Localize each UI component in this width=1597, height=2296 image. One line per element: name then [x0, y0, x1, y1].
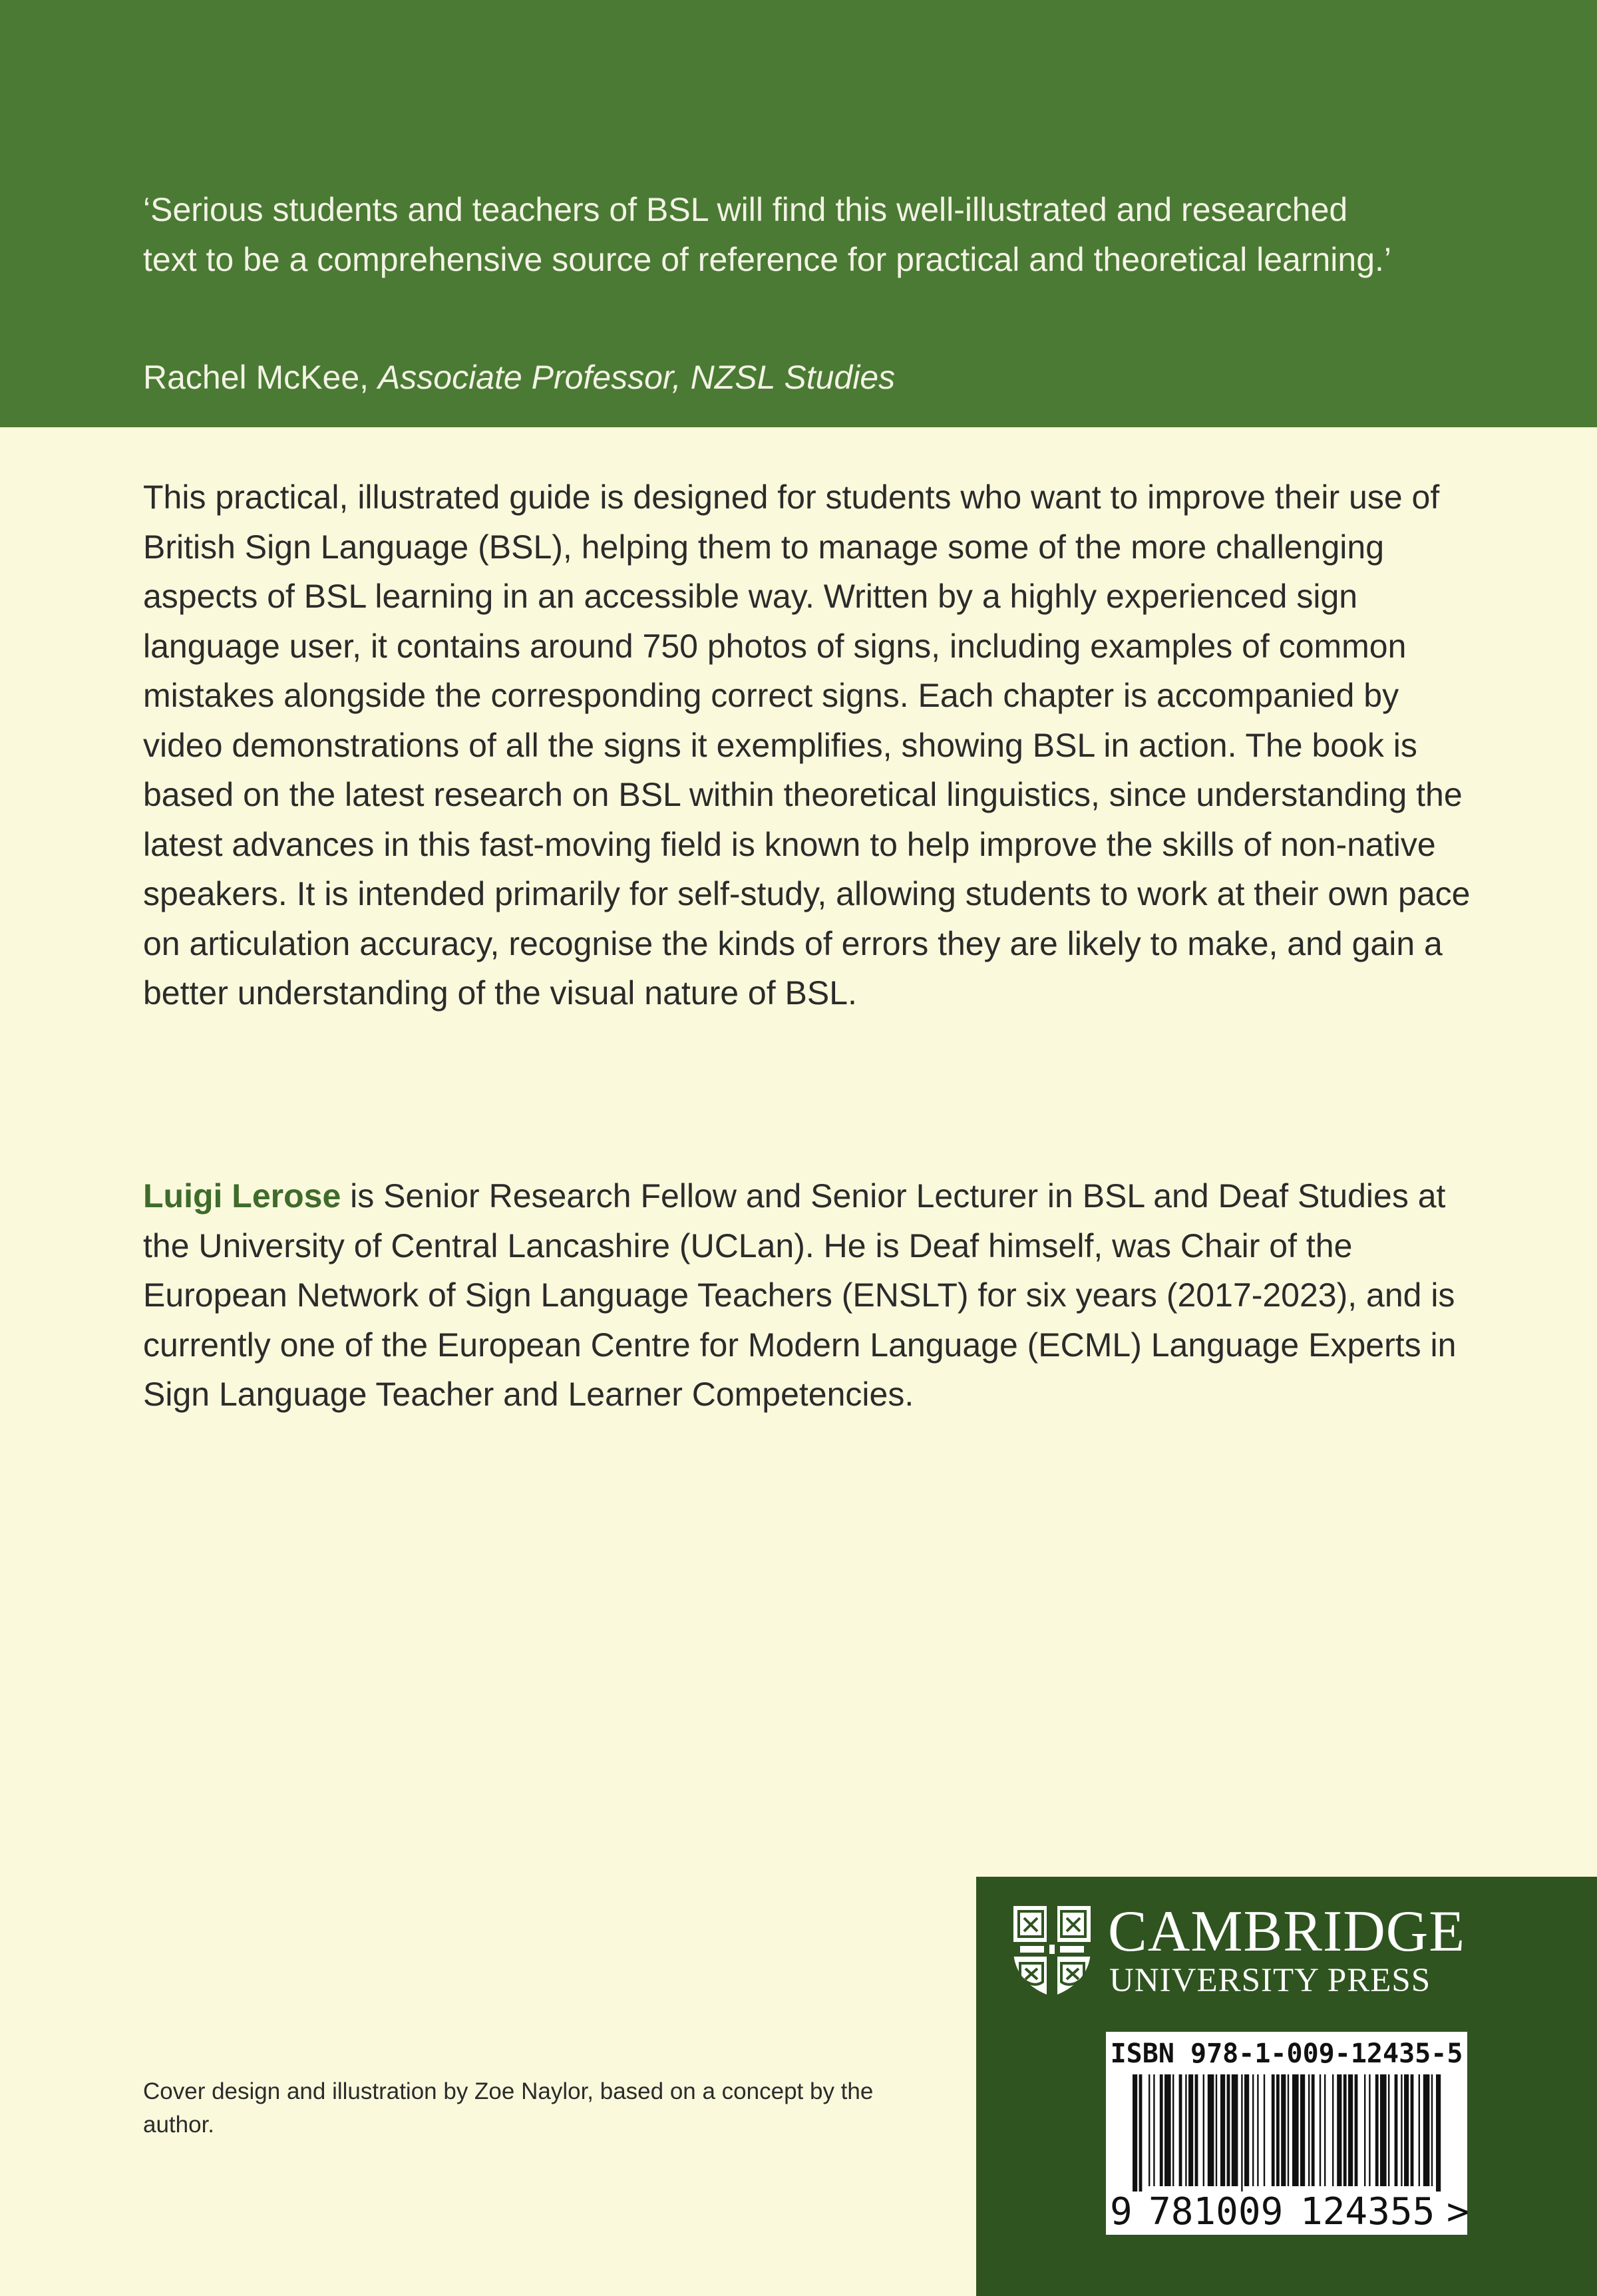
- barcode-bar: [1423, 2074, 1430, 2186]
- isbn-barcode: [1106, 2032, 1467, 2235]
- barcode-bar: [1195, 2074, 1198, 2186]
- review-quote: ‘Serious students and teachers of BSL will find this well-illustrated and researched text to be a comprehensive source of reference for practical and theoretical learning.’: [143, 191, 1392, 278]
- barcode-bar: [1308, 2074, 1310, 2186]
- barcode-bar: [1431, 2074, 1433, 2186]
- barcode-bar: [1257, 2074, 1258, 2186]
- barcode-bar: [1164, 2074, 1171, 2186]
- barcode-bar: [1188, 2074, 1193, 2186]
- barcode-bar: [1288, 2074, 1289, 2186]
- barcode-bar: [1364, 2074, 1365, 2186]
- publisher-name: CAMBRIDGE: [1108, 1899, 1466, 1964]
- barcode-bar: [1179, 2074, 1182, 2186]
- barcode-digit-first: 9: [1110, 2190, 1133, 2233]
- barcode-bar: [1419, 2074, 1420, 2186]
- barcode-bar: [1281, 2074, 1286, 2186]
- barcode-bar: [1332, 2074, 1333, 2186]
- barcode-bars: [1106, 2032, 1467, 2192]
- book-description: This practical, illustrated guide is designed for students who want to improve their use of British Sign Language (BSL), helping them to manage some of the more challenging aspects of BSL learning in an accessible way. Written by a highly experienced sign language user, it contains around 750 photos of signs, including examples of common mistakes alongside the corresponding correct signs. Each chapter is accompanied by video demonstrations of all the signs it exemplifies, showing BSL in action. The book is based on the latest research on BSL within theoretical linguistics, since understanding the latest advances in this fast-moving field is known to help improve the skills of non-native speakers. It is intended primarily for self-study, allowing students to work at their own pace on articulation accuracy, recognise the kinds of errors they are likely to make, and gain a better understanding of the visual nature of BSL.: [143, 478, 1471, 1012]
- barcode-bar: [1404, 2074, 1409, 2186]
- author-bio: [143, 1171, 1474, 1420]
- barcode-bar: [1312, 2074, 1315, 2186]
- publisher-panel: [976, 1877, 1597, 2296]
- barcode-bar: [1324, 2074, 1326, 2186]
- barcode-bar: [1133, 2074, 1137, 2192]
- barcode-bar: [1375, 2074, 1379, 2186]
- barcode-bar: [1149, 2074, 1150, 2186]
- barcode-bar: [1343, 2074, 1347, 2186]
- author-bio-text: is Senior Research Fellow and Senior Lecturer in BSL and Deaf Studies at the University of Central Lancashire (UCLan). He is Deaf himself, was Chair of the European Network of Sign Language Teachers (ENSLT) for six years (2017-2023), and is currently one of the European Centre for Modern Language (ECML) Language Experts in Sign Language Teacher and Learner Competencies.: [143, 1177, 1457, 1413]
- isbn-label: ISBN 978-1-009-12435-5: [1110, 2038, 1463, 2069]
- barcode-digit-group1: 781009: [1149, 2190, 1284, 2233]
- barcode-bar: [1320, 2074, 1321, 2186]
- barcode-bar: [1227, 2074, 1230, 2186]
- barcode-bar: [1300, 2074, 1305, 2186]
- barcode-bar: [1232, 2074, 1238, 2186]
- barcode-bar: [1160, 2074, 1163, 2186]
- publisher-subname: UNIVERSITY PRESS: [1109, 1962, 1431, 1999]
- barcode-bar: [1244, 2074, 1249, 2186]
- barcode-bar: [1153, 2074, 1154, 2186]
- author-name: Luigi Lerose: [143, 1177, 341, 1215]
- cambridge-crest-icon: [1011, 1903, 1093, 1998]
- barcode-digit-group2: 124355: [1300, 2190, 1435, 2233]
- barcode-bar: [1411, 2074, 1414, 2186]
- barcode-bar: [1272, 2074, 1275, 2186]
- barcode-bar: [1292, 2074, 1299, 2186]
- barcode-bar: [1401, 2074, 1402, 2186]
- barcode-bar: [1380, 2074, 1387, 2186]
- barcode-bar: [1388, 2074, 1389, 2186]
- barcode-bar: [1276, 2074, 1280, 2186]
- reviewer-role: Associate Professor, NZSL Studies: [377, 359, 896, 396]
- barcode-bar: [1348, 2074, 1353, 2186]
- review-band: [0, 0, 1597, 427]
- reviewer-name: Rachel McKee,: [143, 359, 378, 396]
- barcode-arrow: >: [1447, 2190, 1469, 2233]
- barcode-bar: [1264, 2074, 1265, 2186]
- barcode-bar: [1185, 2074, 1186, 2186]
- barcode-bar: [1241, 2074, 1242, 2192]
- barcode-bar: [1216, 2074, 1217, 2186]
- barcode-bar: [1337, 2074, 1341, 2186]
- barcode-bar: [1220, 2074, 1225, 2186]
- barcode-bar: [1355, 2074, 1358, 2186]
- barcode-bar: [1436, 2074, 1441, 2192]
- barcode-bar: [1252, 2074, 1254, 2186]
- cover-credit: Cover design and illustration by Zoe Naylor, based on a concept by the author.: [143, 2078, 874, 2138]
- barcode-bar: [1203, 2074, 1204, 2186]
- barcode-digits: [1106, 2190, 1467, 2234]
- barcode-bar: [1139, 2074, 1143, 2192]
- barcode-bar: [1395, 2074, 1398, 2186]
- barcode-bar: [1369, 2074, 1370, 2186]
- barcode-bar: [1172, 2074, 1174, 2186]
- barcode-bar: [1208, 2074, 1214, 2186]
- review-attribution: [143, 353, 895, 403]
